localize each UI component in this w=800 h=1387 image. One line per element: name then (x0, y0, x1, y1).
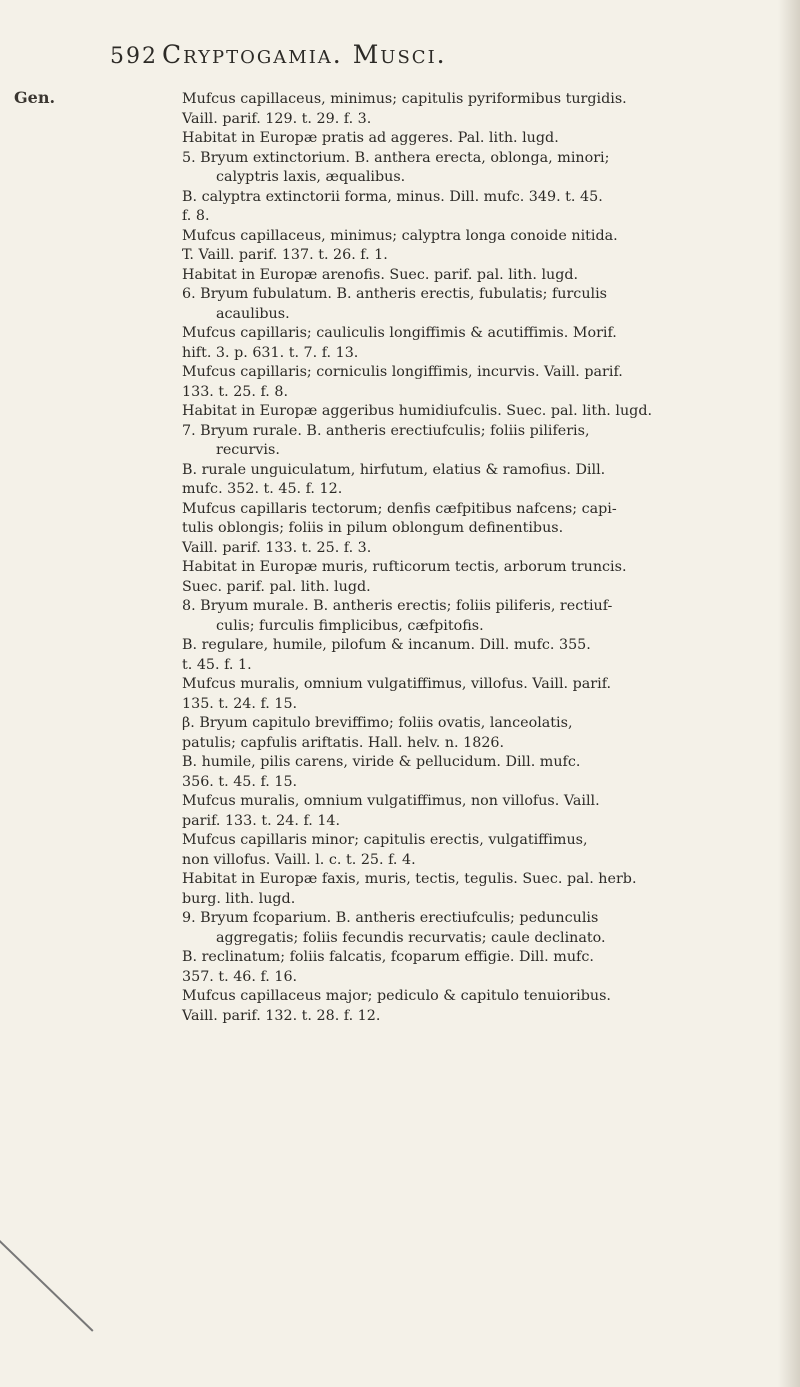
text-line: 357. t. 46. f. 16. (182, 968, 298, 985)
text-line: Mufcus capillaceus, minimus; calyptra longa conoide nitida. (182, 227, 618, 244)
text-line: Habitat in Europæ muris, rufticorum tectis, arborum truncis. (182, 559, 627, 575)
text-line: parif. 133. t. 24. f. 14. (182, 812, 341, 829)
text-line: 135. t. 24. f. 15. (182, 695, 298, 712)
text-line: β. Bryum capitulo breviffimo; foliis ovatis, lanceolatis, (182, 715, 573, 731)
text-line: Mufcus capillaceus, minimus; capitulis pyriformibus turgidis. (182, 91, 627, 107)
species-entry: 7. Bryum rurale. B. antheris erectiufculis; foliis piliferis, (182, 422, 590, 439)
text-line: B. humile, pilis carens, viride & pellucidum. Dill. mufc. (182, 754, 581, 770)
text-line: calyptris laxis, æqualibus. (216, 169, 406, 185)
text-line: Mufcus capillaris; cauliculis longiffimis & acutiffimis. Morif. (182, 325, 617, 341)
species-entry: 8. Bryum murale. B. antheris erectis; foliis piliferis, rectiuf- (182, 598, 613, 614)
species-entry: 5. Bryum extinctorium. B. anthera erecta, oblonga, minori; (182, 149, 610, 166)
text-line: Mufcus muralis, omnium vulgatiffimus, non villofus. Vaill. (182, 793, 600, 809)
text-line: Vaill. parif. 129. t. 29. f. 3. (182, 110, 372, 127)
page-edge-shadow (778, 0, 800, 1387)
text-line: Suec. parif. pal. lith. lugd. (182, 578, 371, 595)
text-line: B. rurale unguiculatum, hirfutum, elatius & ramofius. Dill. (182, 461, 606, 478)
text-line: Mufcus capillaris minor; capitulis erectis, vulgatiffimus, (182, 832, 588, 848)
text-line: mufc. 352. t. 45. f. 12. (182, 481, 343, 497)
text-line: f. 8. (182, 208, 210, 224)
text-line: Vaill. parif. 132. t. 28. f. 12. (182, 1007, 381, 1024)
text-line: Vaill. parif. 133. t. 25. f. 3. (182, 539, 372, 556)
page-title: Cryptogamia. Musci. (162, 40, 447, 69)
page-number: 592 (110, 44, 158, 69)
text-line: hift. 3. p. 631. t. 7. f. 13. (182, 344, 359, 361)
text-line: Habitat in Europæ arenofis. Suec. parif. pal. lith. lugd. (182, 266, 579, 283)
text-line: Mufcus capillaris tectorum; denfis cæfpitibus nafcens; capi- (182, 500, 617, 517)
text-line: Mufcus muralis, omnium vulgatiffimus, villofus. Vaill. parif. (182, 676, 612, 692)
text-line: patulis; capfulis ariftatis. Hall. helv. n. 1826. (182, 734, 505, 751)
text-line: aggregatis; foliis fecundis recurvatis; caule declinato. (216, 929, 606, 946)
text-body (182, 90, 754, 1026)
margin-note: Gen. (14, 88, 56, 107)
text-line: 133. t. 25. f. 8. (182, 383, 289, 400)
text-line: Mufcus capillaris; corniculis longiffimis, incurvis. Vaill. parif. (182, 364, 623, 380)
text-line: Habitat in Europæ faxis, muris, tectis, tegulis. Suec. pal. herb. (182, 871, 637, 887)
text-line: recurvis. (216, 442, 280, 458)
text-line: Mufcus capillaceus major; pediculo & capitulo tenuioribus. (182, 988, 611, 1004)
text-line: culis; furculis fimplicibus, cæfpitofis. (216, 617, 484, 634)
text-line: t. 45. f. 1. (182, 656, 252, 673)
page-header (110, 40, 730, 80)
text-line: T. Vaill. parif. 137. t. 26. f. 1. (182, 247, 388, 263)
text-line: Habitat in Europæ aggeribus humidiufculis. Suec. pal. lith. lugd. (182, 403, 653, 419)
text-line: B. regulare, humile, pilofum & incanum. Dill. mufc. 355. (182, 637, 591, 653)
text-line: 356. t. 45. f. 15. (182, 773, 298, 790)
text-line: non villofus. Vaill. l. c. t. 25. f. 4. (182, 851, 416, 868)
species-entry: 6. Bryum fubulatum. B. antheris erectis, fubulatis; furculis (182, 286, 608, 302)
text-line: Habitat in Europæ pratis ad aggeres. Pal. lith. lugd. (182, 130, 559, 146)
text-line: acaulibus. (216, 305, 290, 322)
page-fold-line (0, 1240, 94, 1332)
text-line: burg. lith. lugd. (182, 890, 296, 907)
text-line: B. reclinatum; foliis falcatis, fcoparum effigie. Dill. mufc. (182, 949, 594, 965)
species-entry: 9. Bryum fcoparium. B. antheris erectiufculis; pedunculis (182, 910, 599, 926)
text-line: tulis oblongis; foliis in pilum oblongum definentibus. (182, 520, 564, 536)
text-line: B. calyptra extinctorii forma, minus. Dill. mufc. 349. t. 45. (182, 188, 603, 205)
